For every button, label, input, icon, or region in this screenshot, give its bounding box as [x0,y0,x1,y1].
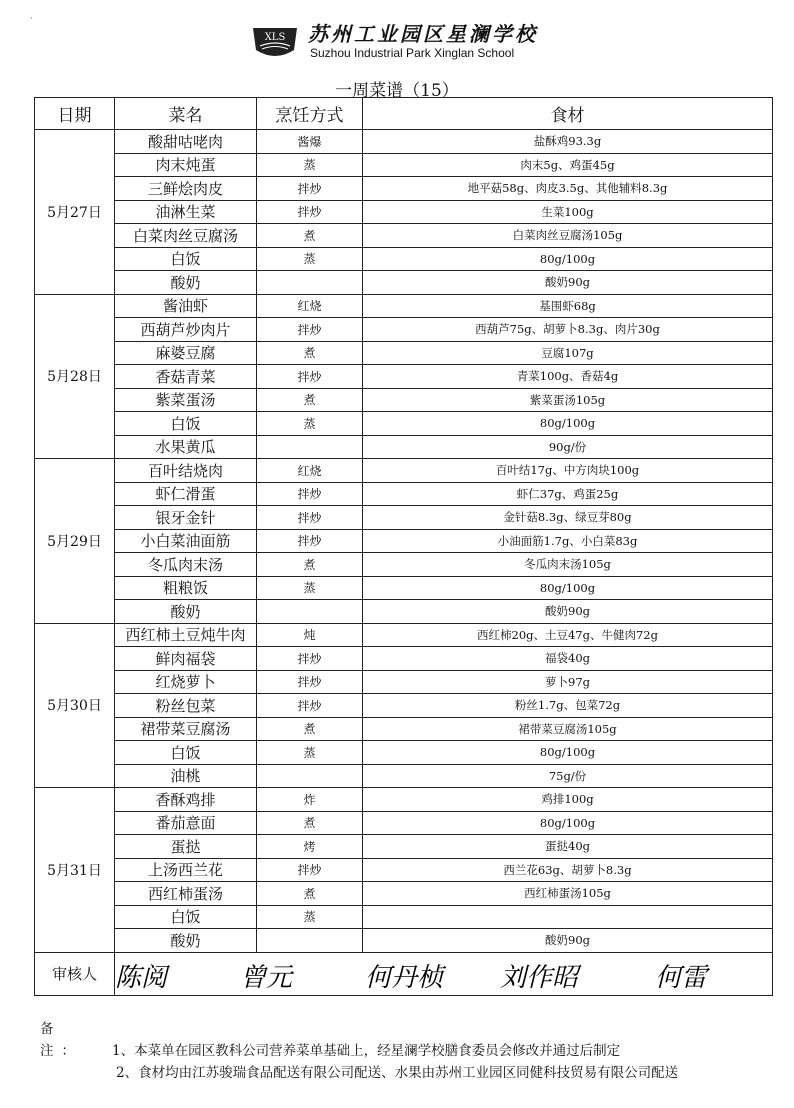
cooking-method: 蒸 [257,412,363,436]
ingredients: 80g/100g [363,576,773,600]
day-date: 5月27日 [35,130,115,295]
ingredients: 西兰花63g、胡萝卜8.3g [363,858,773,882]
cooking-method: 拌炒 [257,670,363,694]
table-row [35,224,773,248]
dish-name: 西葫芦炒肉片 [115,318,257,342]
table-row [35,435,773,459]
table-row [35,318,773,342]
cooking-method [257,271,363,295]
ingredients: 西红柿20g、土豆47g、牛健肉72g [363,623,773,647]
table-row [35,882,773,906]
cooking-method: 酱爆 [257,130,363,154]
note-line-1: 1、本菜单在园区教科公司营养菜单基础上，经星澜学校膳食委员会修改并通过后制定 [112,1043,621,1059]
dish-name: 番茄意面 [115,811,257,835]
ingredients: 80g/100g [363,741,773,765]
cooking-method: 煮 [257,882,363,906]
table-row [35,247,773,271]
dish-name: 香酥鸡排 [115,788,257,812]
cooking-method: 煮 [257,717,363,741]
dish-name: 百叶结烧肉 [115,459,257,483]
cooking-method [257,600,363,624]
header-date: 日期 [35,98,115,130]
cooking-method: 煮 [257,224,363,248]
signature-1: 陈阅 [115,962,168,993]
notes-label: 备 注： [40,1021,83,1059]
ingredients: 冬瓜肉末汤105g [363,553,773,577]
cooking-method: 炖 [257,623,363,647]
table-row [35,365,773,389]
svg-text:XLS: XLS [264,32,286,43]
menu-body [35,130,773,996]
ingredients: 75g/份 [363,764,773,788]
ingredients: 小油面筋1.7g、小白菜83g [363,529,773,553]
dish-name: 西红柿蛋汤 [115,882,257,906]
dish-name: 粉丝包菜 [115,694,257,718]
cooking-method: 蒸 [257,153,363,177]
ingredients: 福袋40g [363,647,773,671]
cooking-method [257,929,363,953]
signature-3: 何丹桢 [365,962,444,993]
cooking-method [257,435,363,459]
corner-mark: · [30,14,33,24]
signature-2: 曾元 [240,962,293,993]
dish-name: 香菇青菜 [115,365,257,389]
ingredients: 西红柿蛋汤105g [363,882,773,906]
ingredients: 豆腐107g [363,341,773,365]
dish-name: 红烧萝卜 [115,670,257,694]
table-row [35,835,773,859]
ingredients: 80g/100g [363,412,773,436]
ingredients: 蛋挞40g [363,835,773,859]
header-dish: 菜名 [115,98,257,130]
dish-name: 白饭 [115,741,257,765]
page-title: 一周菜谱（15） [335,81,459,101]
table-row [35,294,773,318]
ingredients: 萝卜97g [363,670,773,694]
header-method: 烹饪方式 [257,98,363,130]
cooking-method [257,764,363,788]
day-date: 5月29日 [35,459,115,624]
dish-name: 粗粮饭 [115,576,257,600]
ingredients: 基围虾68g [363,294,773,318]
dish-name: 肉末炖蛋 [115,153,257,177]
school-header [250,14,570,72]
dish-name: 上汤西兰花 [115,858,257,882]
table-row [35,130,773,154]
dish-name: 酸奶 [115,271,257,295]
day-date: 5月30日 [35,623,115,788]
dish-name: 酸奶 [115,600,257,624]
table-row [35,741,773,765]
school-logo-icon [250,18,300,62]
table-row [35,529,773,553]
table-row [35,905,773,929]
menu-table [34,97,773,996]
cooking-method: 红烧 [257,459,363,483]
signatures-cell [115,952,773,995]
table-row [35,788,773,812]
ingredients: 西葫芦75g、胡萝卜8.3g、肉片30g [363,318,773,342]
review-row [35,952,773,995]
day-date: 5月28日 [35,294,115,459]
dish-name: 酱油虾 [115,294,257,318]
dish-name: 白饭 [115,412,257,436]
cooking-method: 炸 [257,788,363,812]
ingredients: 生菜100g [363,200,773,224]
cooking-method: 拌炒 [257,506,363,530]
cooking-method: 煮 [257,388,363,412]
table-row [35,553,773,577]
table-row [35,482,773,506]
cooking-method: 拌炒 [257,177,363,201]
ingredients: 80g/100g [363,811,773,835]
dish-name: 紫菜蛋汤 [115,388,257,412]
dish-name: 虾仁滑蛋 [115,482,257,506]
cooking-method: 蒸 [257,576,363,600]
ingredients: 90g/份 [363,435,773,459]
dish-name: 白饭 [115,247,257,271]
review-label: 审核人 [35,952,115,995]
ingredients: 白菜肉丝豆腐汤105g [363,224,773,248]
dish-name: 西红柿土豆炖牛肉 [115,623,257,647]
dish-name: 白饭 [115,905,257,929]
table-header-row [35,98,773,130]
cooking-method: 拌炒 [257,647,363,671]
ingredients: 酸奶90g [363,271,773,295]
ingredients: 盐酥鸡93.3g [363,130,773,154]
dish-name: 麻婆豆腐 [115,341,257,365]
table-row [35,177,773,201]
dish-name: 小白菜油面筋 [115,529,257,553]
cooking-method: 拌炒 [257,529,363,553]
table-row [35,623,773,647]
ingredients: 百叶结17g、中方肉块100g [363,459,773,483]
day-date: 5月31日 [35,788,115,953]
table-row [35,600,773,624]
dish-name: 三鲜烩肉皮 [115,177,257,201]
dish-name: 冬瓜肉末汤 [115,553,257,577]
cooking-method: 红烧 [257,294,363,318]
table-row [35,153,773,177]
ingredients: 酸奶90g [363,929,773,953]
cooking-method: 煮 [257,811,363,835]
dish-name: 水果黄瓜 [115,435,257,459]
cooking-method: 拌炒 [257,694,363,718]
ingredients: 紫菜蛋汤105g [363,388,773,412]
cooking-method: 煮 [257,341,363,365]
note-line-2: 2、食材均由江苏骏瑞食品配送有限公司配送、水果由苏州工业园区同健科技贸易有限公司配送 [116,1065,679,1081]
cooking-method: 拌炒 [257,365,363,389]
signature-5: 何雷 [655,962,708,993]
school-name-en: Suzhou Industrial Park Xinglan School [310,46,515,60]
ingredients: 酸奶90g [363,600,773,624]
cooking-method: 煮 [257,553,363,577]
ingredients [363,905,773,929]
cooking-method: 蒸 [257,741,363,765]
dish-name: 酸奶 [115,929,257,953]
cooking-method: 拌炒 [257,200,363,224]
ingredients: 虾仁37g、鸡蛋25g [363,482,773,506]
table-row [35,459,773,483]
table-row [35,388,773,412]
dish-name: 酸甜咕咾肉 [115,130,257,154]
table-row [35,506,773,530]
table-row [35,670,773,694]
table-row [35,200,773,224]
ingredients: 鸡排100g [363,788,773,812]
table-row [35,858,773,882]
dish-name: 油淋生菜 [115,200,257,224]
table-row [35,412,773,436]
table-row [35,929,773,953]
table-row [35,341,773,365]
table-row [35,764,773,788]
dish-name: 鲜肉福袋 [115,647,257,671]
ingredients: 80g/100g [363,247,773,271]
ingredients: 粉丝1.7g、包菜72g [363,694,773,718]
dish-name: 银牙金针 [115,506,257,530]
table-row [35,811,773,835]
cooking-method: 烤 [257,835,363,859]
cooking-method: 蒸 [257,905,363,929]
cooking-method: 拌炒 [257,482,363,506]
ingredients: 裙带菜豆腐汤105g [363,717,773,741]
dish-name: 蛋挞 [115,835,257,859]
school-name-cn: 苏州工业园区星澜学校 [308,22,538,46]
dish-name: 油桃 [115,764,257,788]
cooking-method: 拌炒 [257,318,363,342]
ingredients: 金针菇8.3g、绿豆芽80g [363,506,773,530]
table-row [35,576,773,600]
cooking-method: 蒸 [257,247,363,271]
table-row [35,271,773,295]
notes-section [40,1018,678,1084]
dish-name: 白菜肉丝豆腐汤 [115,224,257,248]
table-row [35,717,773,741]
ingredients: 青菜100g、香菇4g [363,365,773,389]
table-row [35,694,773,718]
ingredients: 肉末5g、鸡蛋45g [363,153,773,177]
dish-name: 裙带菜豆腐汤 [115,717,257,741]
ingredients: 地平菇58g、肉皮3.5g、其他辅料8.3g [363,177,773,201]
signature-4: 刘作昭 [500,962,579,993]
table-row [35,647,773,671]
header-ingredients: 食材 [363,98,773,130]
cooking-method: 拌炒 [257,858,363,882]
